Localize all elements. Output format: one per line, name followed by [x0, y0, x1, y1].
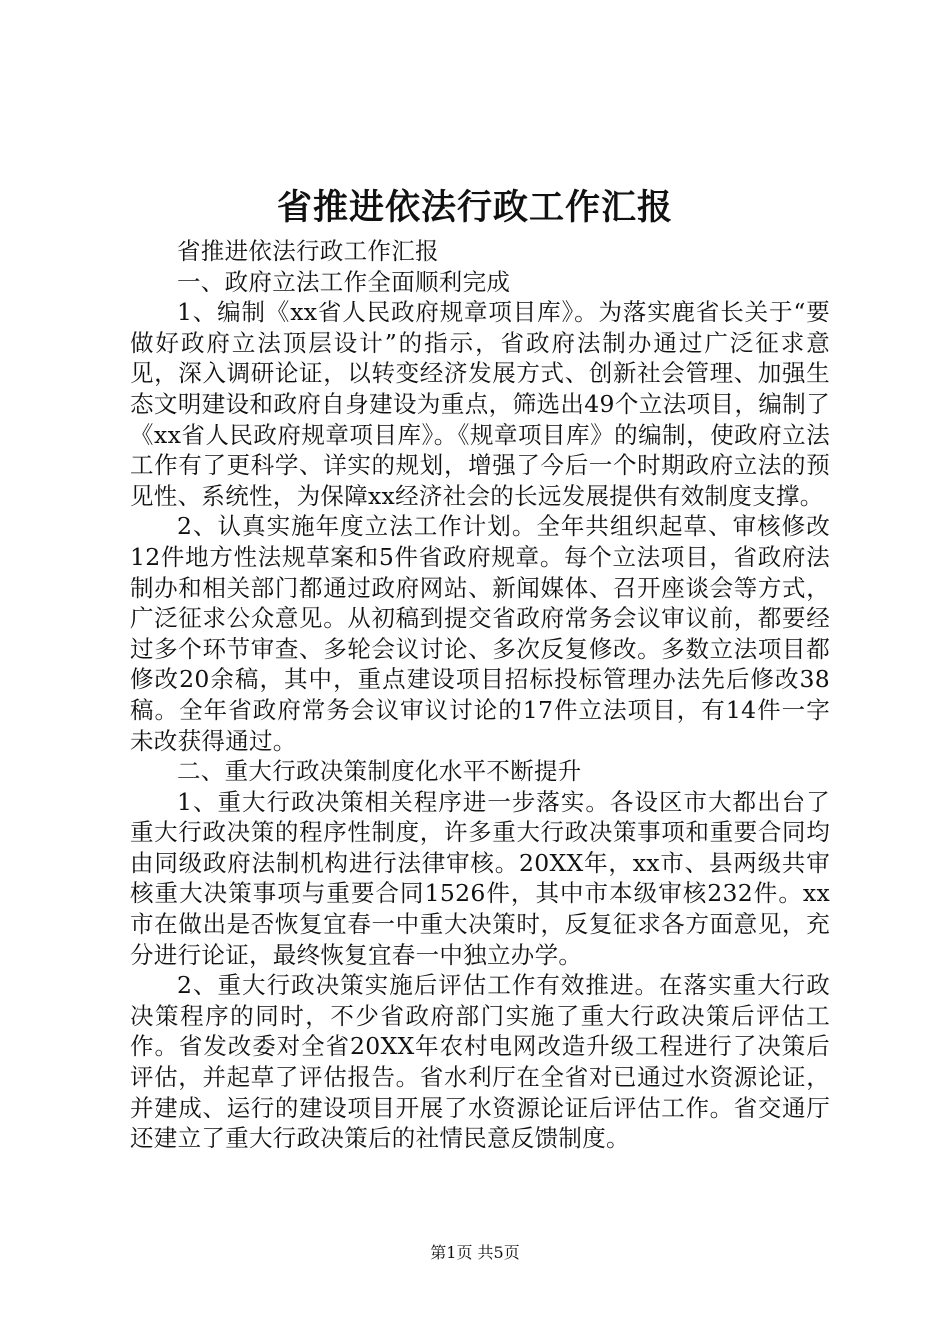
paragraph-1-2: 2、认真实施年度立法工作计划。全年共组织起草、审核修改12件地方性法规草案和5件省政府规章。每个立法项目，省政府法制办和相关部门都通过政府网站、新闻媒体、召开座谈会等方式，广泛征求公众意见。从初稿到提交省政府常务会议审议前，都要经过多个环节审查、多轮会议讨论、多次反复修改。多数立法项目都修改20余稿，其中，重点建设项目招标投标管理办法先后修改38稿。全年省政府常务会议审议讨论的17件立法项目，有14件一字未改获得通过。: [130, 512, 830, 755]
paragraph-2-1: 1、重大行政决策相关程序进一步落实。各设区市大都出台了重大行政决策的程序性制度，许多重大行政决策事项和重要合同均由同级政府法制机构进行法律审核。20XX年，xx市、县两级共审核重大决策事项与重要合同1526件，其中市本级审核232件。xx市在做出是否恢复宜春一中重大决策时，反复征求各方面意见，充分进行论证，最终恢复宜春一中独立办学。: [130, 787, 830, 969]
paragraph-2-2: 2、重大行政决策实施后评估工作有效推进。在落实重大行政决策程序的同时，不少省政府部门实施了重大行政决策后评估工作。省发改委对全省20XX年农村电网改造升级工程进行了决策后评估，并起草了评估报告。省水利厅在全省对已通过水资源论证，并建成、运行的建设项目开展了水资源论证后评估工作。省交通厅还建立了重大行政决策后的社情民意反馈制度。: [130, 971, 830, 1153]
page-footer: 第1页 共5页: [430, 1243, 520, 1262]
document-title: 省推进依法行政工作汇报: [276, 187, 673, 228]
section-heading-2: 二、重大行政决策制度化水平不断提升: [177, 757, 582, 786]
document-body: [130, 236, 830, 1154]
paragraph-subtitle: 省推进依法行政工作汇报: [177, 237, 439, 265]
section-heading-1: 一、政府立法工作全面顺利完成: [177, 267, 511, 296]
paragraph-1-1: 1、编制《xx省人民政府规章项目库》。为落实鹿省长关于“要做好政府立法顶层设计”的指示，省政府法制办通过广泛征求意见，深入调研论证，以转变经济发展方式、创新社会管理、加强生态文明建设和政府自身建设为重点，筛选出49个立法项目，编制了《xx省人民政府规章项目库》。《规章项目库》的编制，使政府立法工作有了更科学、详实的规划，增强了今后一个时期政府立法的预见性、系统性，为保障xx经济社会的长远发展提供有效制度支撑。: [130, 298, 830, 510]
